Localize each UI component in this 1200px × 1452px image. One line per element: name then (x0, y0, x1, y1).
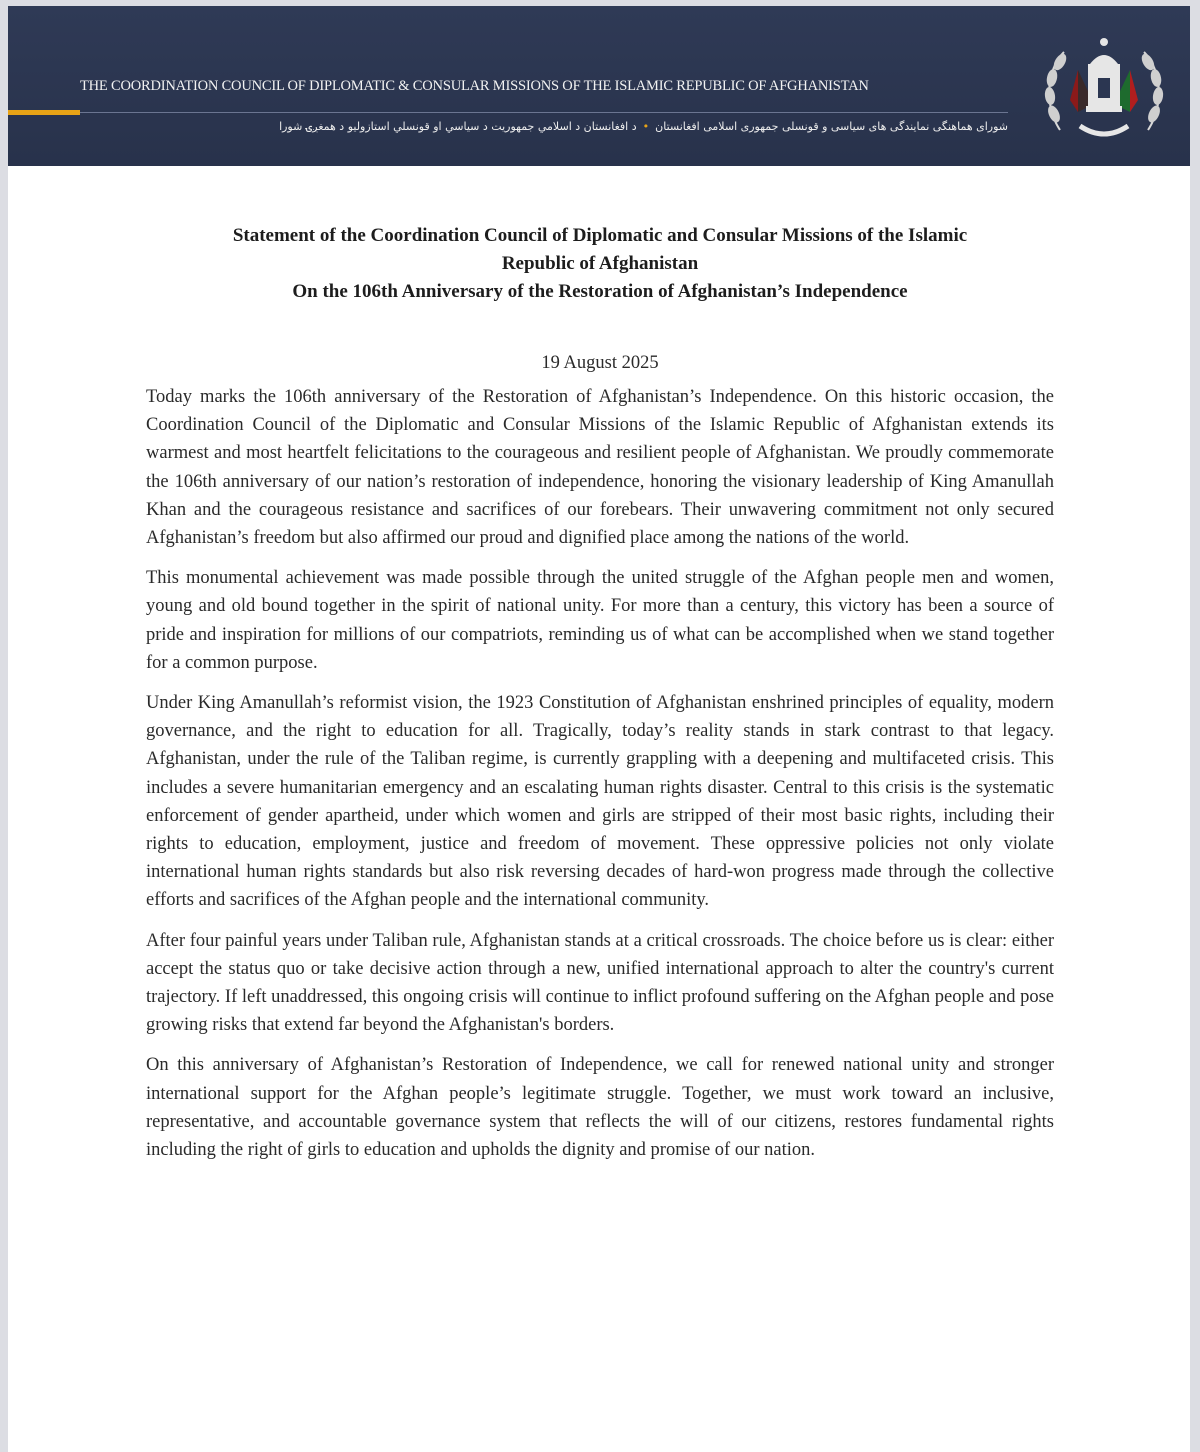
paragraph: This monumental achievement was made possible through the united struggle of the Afghan people men and women, young and old bound together in the spirit of national unity. For more than a century, this victory has been a source of pride and inspiration for millions of our compatriots, reminding us of what can be accomplished when we stand together for a common purpose. (146, 568, 1054, 673)
paragraph: After four painful years under Taliban rule, Afghanistan stands at a critical crossroads. The choice before us is clear: either accept the status quo or take decisive action through a new, unified international approach to alter the country's current trajectory. If left unaddressed, this ongoing crisis will continue to inflict profound suffering on the Afghan people and pose growing risks that extend far beyond the Afghanistan's borders. (146, 930, 1054, 1036)
letterhead-english-name: THE COORDINATION COUNCIL OF DIPLOMATIC & CONSULAR MISSIONS OF THE ISLAMIC REPUBLIC OF AFGHANISTAN (80, 78, 869, 94)
letterhead-banner (8, 6, 1190, 166)
letterhead-persian-name: شورای هماهنگی نمایندگی های سیاسی و قونسلی جمهوری اسلامی افغانستان (655, 120, 1008, 133)
statement-title-line-2: Republic of Afghanistan (501, 253, 699, 274)
letterhead-divider (80, 112, 1008, 113)
paragraph: Under King Amanullah’s reformist vision, the 1923 Constitution of Afghanistan enshrined principles of equality, modern governance, and the right to education for all. Tragically, today’s reality stands in stark contrast to that legacy. Afghanistan, under the rule of the Taliban regime, is currently grappling with a deepening and multifaceted crisis. This includes a severe humanitarian emergency and an escalating human rights disaster. Central to this crisis is the systematic enforcement of gender apartheid, under which women and girls are stripped of their most basic rights, including their rights to education, employment, justice and freedom of movement. These oppressive policies not only violate international human rights standards but also risk reversing decades of hard-won progress made through the collective efforts and sacrifices of the Afghan people and the international community. (146, 693, 1054, 911)
statement-title (146, 222, 1054, 306)
letterhead-local-names (80, 120, 1008, 133)
afghanistan-national-emblem-icon (1040, 30, 1168, 154)
statement-body (146, 222, 1054, 1164)
statement-title-line-1: Statement of the Coordination Council of Diplomatic and Consular Missions of the Islamic (232, 225, 968, 246)
paragraph: Today marks the 106th anniversary of the Restoration of Afghanistan’s Independence. On this historic occasion, the Coordination Council of the Diplomatic and Consular Missions of the Islamic Republic of Afghanistan extends its warmest and most heartfelt felicitations to the courageous and resilient people of Afghanistan. We proudly commemorate the 106th anniversary of our nation’s restoration of independence, honoring the visionary leadership of King Amanullah Khan and the courageous resistance and sacrifices of our forebears. Their unwavering commitment not only secured Afghanistan’s freedom but also affirmed our proud and dignified place among the nations of the world. (146, 387, 1054, 549)
statement-title-line-3: On the 106th Anniversary of the Restoration of Afghanistan’s Independence (292, 281, 908, 302)
letterhead-pashto-name: د افغانستان د اسلامي جمهوریت د سیاسي او قونسلي استازولیو د همغږۍ شورا (279, 120, 637, 133)
letterhead-accent-bar (8, 110, 80, 115)
paragraph: On this anniversary of Afghanistan’s Restoration of Independence, we call for renewed national unity and stronger international support for the Afghan people’s legitimate struggle. Together, we must work toward an inclusive, representative, and accountable governance system that reflects the will of our citizens, restores fundamental rights including the right of girls to education and upholds the dignity and promise of our nation. (146, 1055, 1054, 1161)
page-border-right (1190, 0, 1200, 1452)
statement-date: 19 August 2025 (541, 353, 659, 373)
letterhead-separator: • (642, 120, 650, 133)
page-border-left (0, 0, 8, 1452)
